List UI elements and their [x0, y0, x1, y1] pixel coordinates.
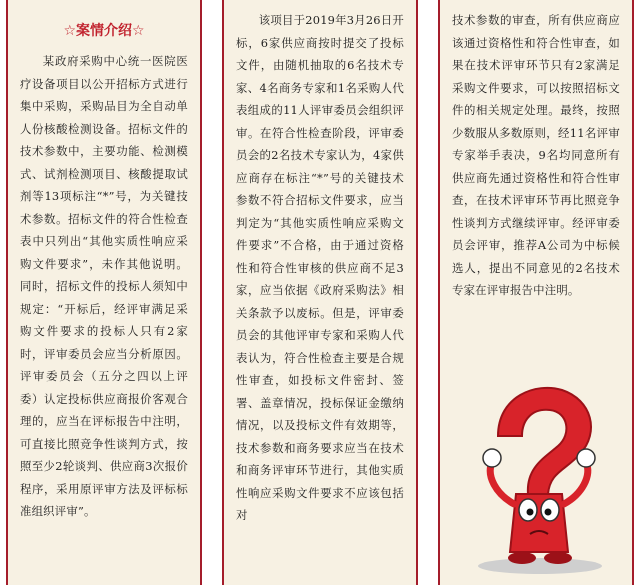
column-bid-evaluation [222, 0, 418, 585]
column-case-intro [6, 0, 202, 585]
section-heading [6, 20, 202, 40]
paragraph-bid-evaluation: 该项目于2019年3月26日开标，6家供应商按时提交了投标文件，由随机抽取的6名技术专家、4名商务专家和1名采购人代表组成的11人评审委员会组织评审。在符合性检查阶段，评审委员会的2名技术专家认为，4家供应商存在标注“*”号的关键技术参数不符合招标文件要求，应当判定为“其他实质性响应采购文件要求”不合格，由于通过资格性和符合性审核的供应商不足3家，应当依据《政府采购法》相关条款予以废标。但是，评审委员会的其他评审专家和采购人代表认为，符合性检查主要是合规性审查，如投标文件密封、签署、盖章情况，投标保证金缴纳情况，以及投标文件有效期等，技术参数和商务要求应当在技术和商务评审环节进行，其他实质性响应采购文件要求不应该包括对 [236, 13, 404, 522]
paragraph-outcome: 技术参数的审查，所有供应商应该通过资格性和符合性审查，如果在技术评审环节只有2家满足采购文件要求，可以按照招标文件的相关规定处理。最终，按照少数服从多数原则，经11名评审专家举手表决，9名均同意所有供应商先通过资格性和符合性审查，在技术评审环节再比照竞争性谈判方式继续评审。经评审委员会评审，推荐A公司为中标候选人，提出不同意见的2名技术专家在评审报告中注明。 [452, 13, 620, 297]
star-icon: ☆ [132, 23, 145, 39]
column-outcome [438, 0, 634, 585]
star-icon: ☆ [63, 23, 76, 39]
paragraph-case-intro: 某政府采购中心统一医院医疗设备项目以公开招标方式进行集中采购，采购品目为全自动单人份核酸检测设备。招标文件的技术参数中，主要功能、检测模式、试剂检测项目、核酸提取试剂等13项标注“*”号，为关键技术参数。招标文件的符合性检查表中只列出“其他实质性响应采购文件要求”，未作其他说明。同时，招标文件的投标人须知中规定：“开标后，经评审满足采购文件要求的投标人只有2家时，评审委员会应当分析原因。评审委员会（五分之四以上评委）认定投标供应商报价客观合理的，应当在评标报告中注明，可直接比照竞争性谈判方式，按照至少2轮谈判、供应商3次报价程序，采用原评审方法及评标标准组织评审”。 [20, 54, 188, 518]
heading-title: 案情介绍 [76, 23, 132, 39]
question-mark-mascot-icon [458, 376, 618, 576]
